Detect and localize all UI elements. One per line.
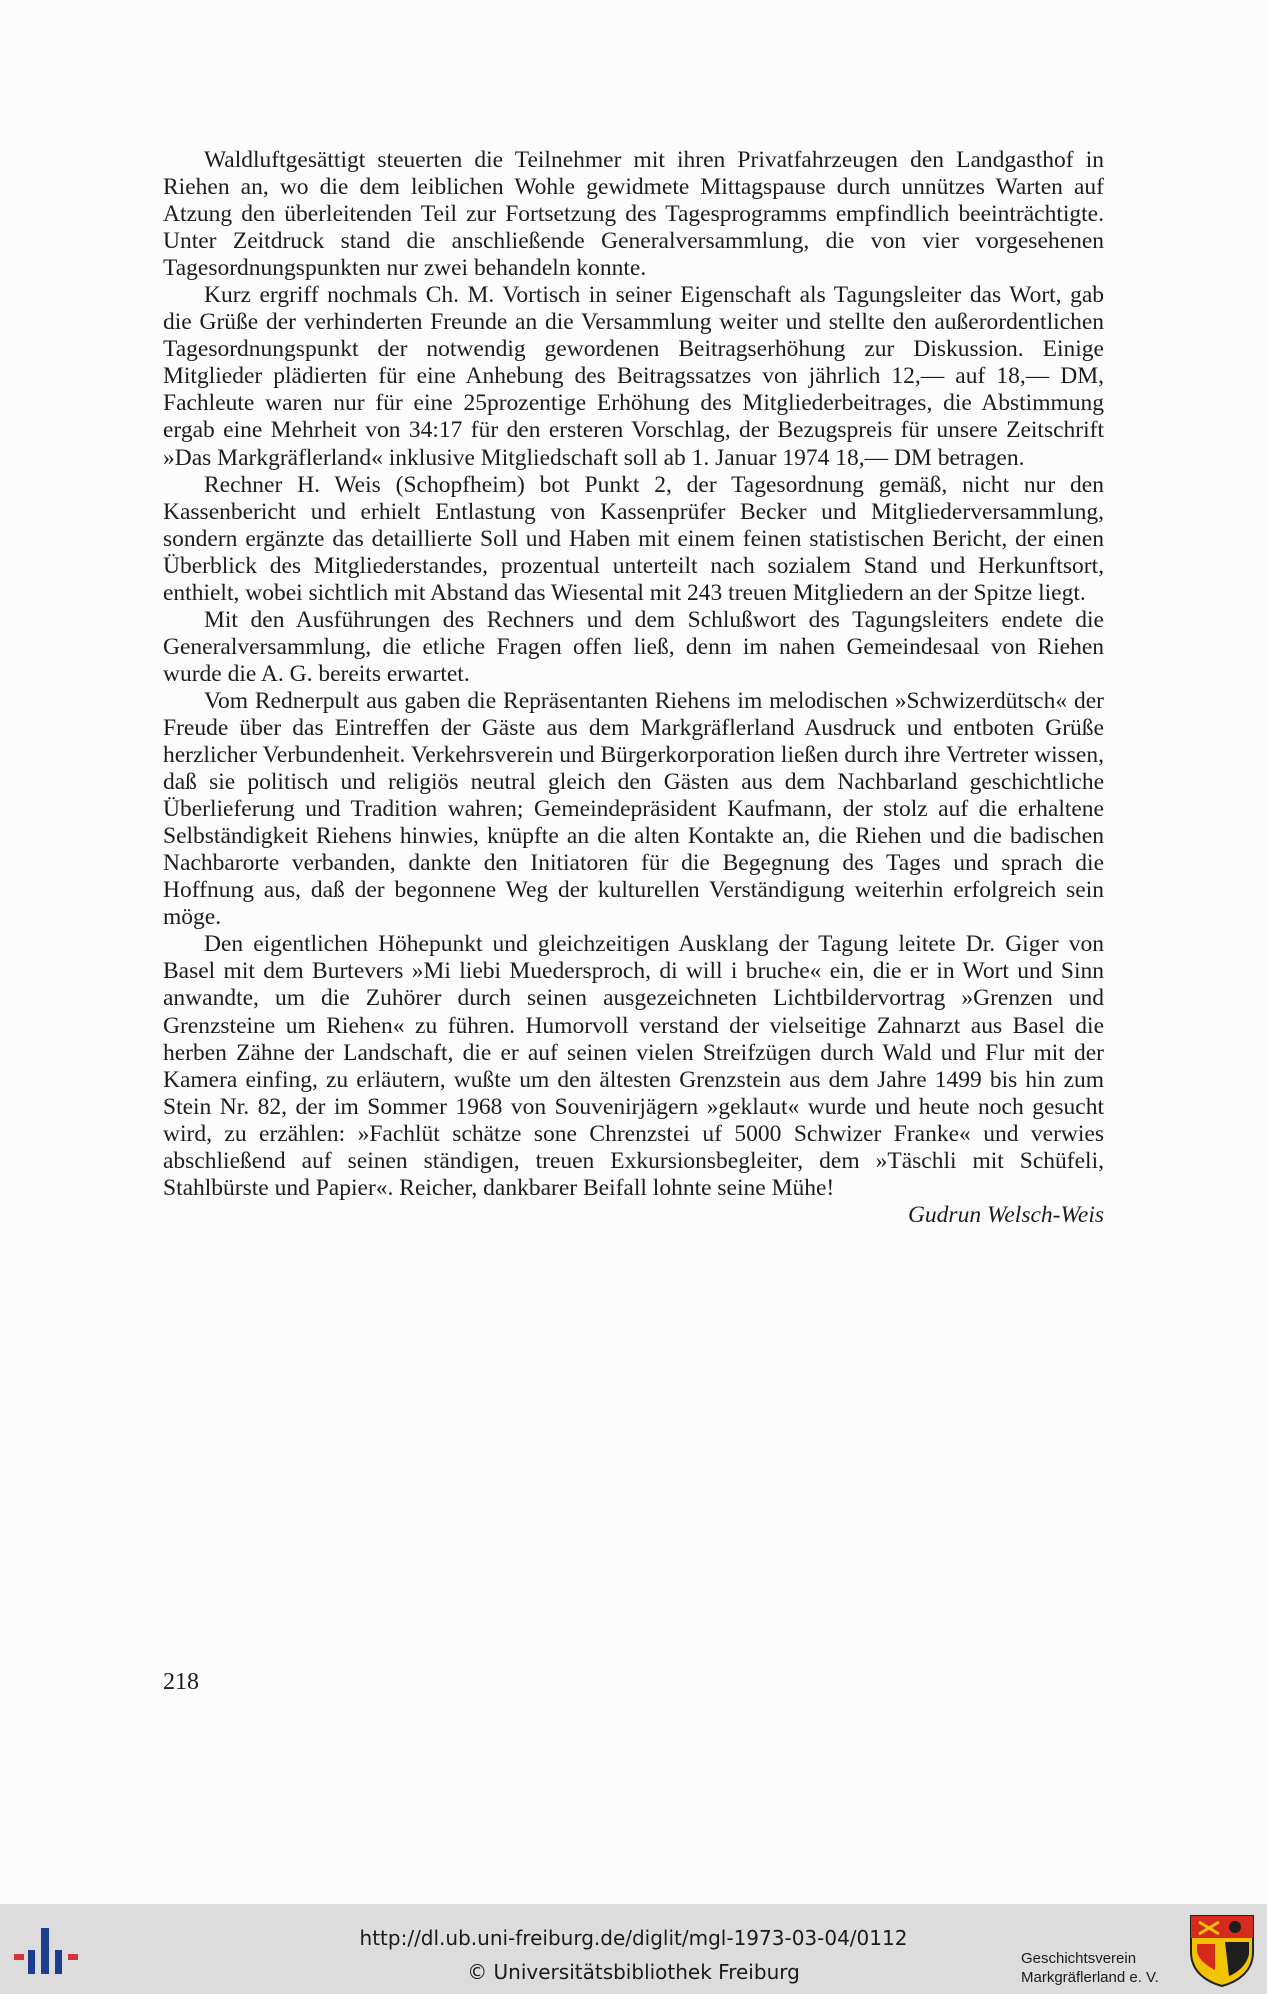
paragraph: Kurz ergriff nochmals Ch. M. Vortisch in seiner Eigenschaft als Tagungsleiter das Wort, gab die Grüße der verhinderten Freunde an die Versammlung weiter und stellte den außerordentlichen Tagesordnungspunkt der notwendig gewordenen Beitragserhöhung zur Diskussion. Einige Mitglieder plädierten für eine Anhebung des Beitragssatzes von jährlich 12,— auf 18,— DM, Fachleute waren nur für eine 25prozentige Erhöhung des Mitgliederbeitrages, die Abstimmung ergab eine Mehrheit von 34:17 für den ersteren Vorschlag, der Bezugspreis für unsere Zeitschrift »Das Markgräflerland« inklusive Mitgliedschaft soll ab 1. Januar 1974 18,— DM betragen. [163, 282, 1104, 471]
document-url-link[interactable]: http://dl.ub.uni-freiburg.de/diglit/mgl-1973-03-04/0112 [359, 1926, 908, 1950]
coat-of-arms-icon [1189, 1914, 1255, 1988]
paragraph: Rechner H. Weis (Schopfheim) bot Punkt 2, der Tagesordnung gemäß, nicht nur den Kassenbericht und erhielt Entlastung von Kassenprüfer Becker und Mitgliederversammlung, sondern ergänzte das detaillierte Soll und Haben mit einem feinen statistischen Bericht, der einen Überblick des Mitgliederstandes, prozentual unterteilt nach sozialem Stand und Herkunftsort, enthielt, wobei sichtlich mit Abstand das Wiesental mit 243 treuen Mitgliedern an der Spitze liegt. [163, 471, 1104, 606]
article-body [163, 147, 1104, 1229]
copyright-text: © Universitätsbibliothek Freiburg [467, 1960, 800, 1984]
society-name [1021, 1949, 1181, 1987]
paragraph: Mit den Ausführungen des Rechners und dem Schlußwort des Tagungsleiters endete die Generalversammlung, die etliche Fragen offen ließ, denn im nahen Gemeindesaal von Riehen wurde die A. G. bereits erwartet. [163, 606, 1104, 687]
paragraph: Vom Rednerpult aus gaben die Repräsentanten Riehens im melodischen »Schwizerdütsch« der Freude über das Eintreffen der Gäste aus dem Markgräflerland Ausdruck und entboten Grüße herzlicher Verbundenheit. Verkehrsverein und Bürgerkorporation ließen durch ihre Vertreter wissen, daß sie politisch und religiös neutral gleich den Gästen aus dem Nachbarland geschichtliche Überlieferung und Tradition wahren; Gemeindepräsident Kaufmann, der stolz auf die erhaltene Selbständigkeit Riehens hinwies, knüpfte an die alten Kontakte an, die Riehen und die badischen Nachbarorte verbanden, dankte den Initiatoren für die Begegnung des Tages und sprach die Hoffnung aus, daß der begonnene Weg der kulturellen Verständigung weiterhin erfolgreich sein möge. [163, 687, 1104, 931]
paragraph: Den eigentlichen Höhepunkt und gleichzeitigen Ausklang der Tagung leitete Dr. Giger von Basel mit dem Burtevers »Mi liebi Muedersproch, di will i bruche« ein, die er in Wort und Sinn anwandte, um die Zuhörer durch seinen ausgezeichneten Lichtbildervortrag »Grenzen und Grenzsteine um Riehen« zu führen. Humorvoll verstand der vielseitige Zahnarzt aus Basel die herben Zähne der Landschaft, die er auf seinen vielen Streifzügen durch Wald und Flur mit der Kamera einfing, zu erläutern, wußte um den ältesten Grenzstein aus dem Jahre 1499 bis hin zum Stein Nr. 82, der im Sommer 1968 von Souvenirjägern »geklaut« wurde und heute noch gesucht wird, zu erzählen: »Fachlüt schätze sone Chrenzstei uf 5000 Schwizer Franke« und verwies abschließend auf seinen ständigen, treuen Exkursionsbegleiter, dem »Täschli mit Schüfeli, Stahlbürste und Papier«. Reicher, dankbarer Beifall lohnte seine Mühe! [163, 931, 1104, 1201]
viewer-footer [0, 1904, 1267, 1994]
society-line-1: Geschichtsverein [1021, 1950, 1137, 1967]
paragraph: Waldluftgesättigt steuerten die Teilnehmer mit ihren Privatfahrzeugen den Landgasthof in Riehen an, wo die dem leiblichen Wohle gewidmete Mittagspause durch unnützes Warten auf Atzung den überleitenden Teil zur Fortsetzung des Tagesprogramms empfindlich beeinträchtigte. Unter Zeitdruck stand die anschließende Generalversammlung, die von vier vorgesehenen Tagesordnungspunkten nur zwei behandeln konnte. [163, 147, 1104, 282]
author-signature: Gudrun Welsch-Weis [907, 1201, 1104, 1228]
society-line-2: Markgräflerland e. V. [1021, 1969, 1159, 1986]
page-number: 218 [163, 1669, 199, 1695]
